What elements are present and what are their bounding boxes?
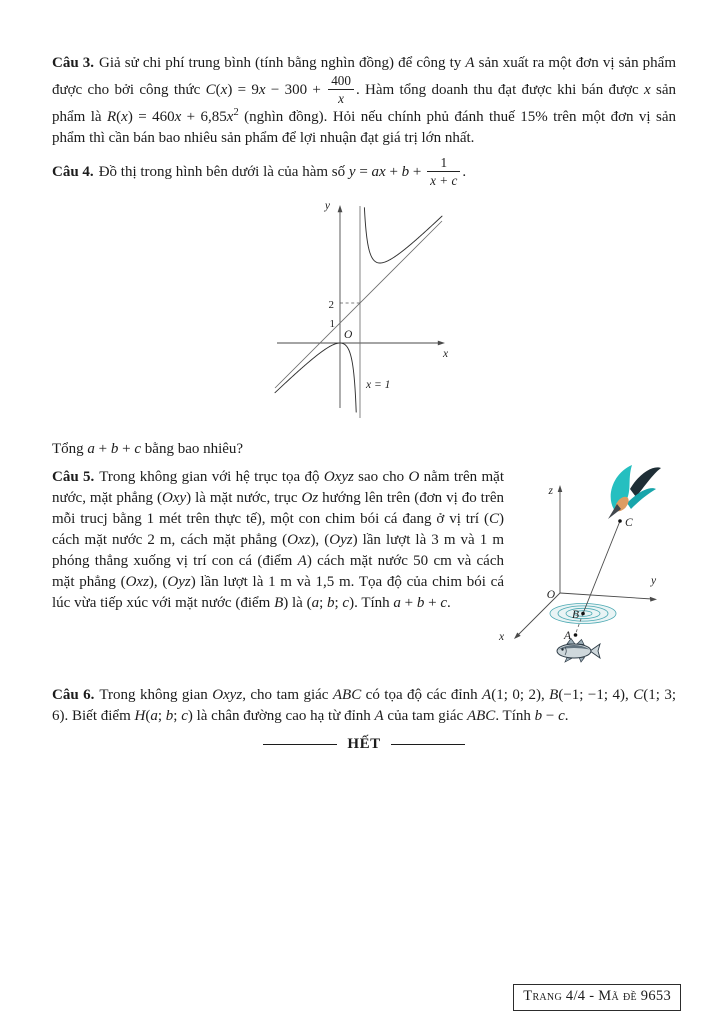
y-axis-label-3d: y [651, 575, 657, 588]
question-3-text: Giả sử chi phí trung bình (tính bằng nghìn đồng) để công ty A sản xuất ra một đơn vị sản phẩm được cho bởi công thức C(x) = 9x − 300 + $\frac{400}{x}$ . Hàm tổng doanh thu đạt được khi bán được x sản phẩm là $R(x) = 460x + 6,85x^2$ (nghìn đồng). Hỏi nếu chính phủ đánh thuế 15% trên một đơn vị sản phẩm thì cần bán bao nhiêu sản phẩm để lợi nhuận đạt giá trị lớn nhất. [52, 55, 677, 147]
dive-line [584, 521, 620, 612]
question-5-text: Trong không gian với hệ trục tọa độ Oxyz sao cho O nằm trên mặt nước, mặt phẳng (Oxy) là mặt nước, trục Oz hướng lên trên (đơn vị đo trên mỗi trucj bằng 1 mét trên thực tế), một con chim bói cá đang ở vị trí (C) cách mặt nước 2 m, cách mặt phẳng (Oxz), (Oyz) lần lượt là 3 m và 1 m phóng thẳng xuống vị trí con cá (điểm A) cách mặt nước 50 cm và cách mặt phẳng (Oxz), (Oyz) lần lượt là 1 m và 1,5 m. Tọa độ của chim bói cá lúc vừa tiếp xúc với mặt nước (điểm B) là (a; b; c). Tính a + b + c. [52, 469, 504, 612]
question-4-followup-text: Tổng a + b + c bằng bao nhiêu? [52, 441, 244, 458]
divider-rule-left [263, 744, 337, 745]
question-5 [52, 467, 504, 614]
y-tick-2: 2 [328, 299, 334, 312]
question-3-label: Câu 3. [52, 55, 95, 71]
z-axis-label: z [548, 485, 553, 498]
inline-fraction: $\frac{1}{x + c}$ [427, 155, 460, 188]
y-tick-1: 1 [329, 318, 335, 331]
point-b-label: B [571, 609, 579, 622]
x-axis-label-3d: x [499, 631, 505, 644]
question-4-text: Đồ thị trong hình bên dưới là của hàm số y = ax + b + $\frac{1}{x + c}$ . [98, 155, 467, 188]
kingfisher-icon [608, 465, 661, 519]
x-axis-label: x [442, 348, 448, 361]
divider-rule-right [391, 744, 465, 745]
end-marker: HẾT [347, 736, 381, 753]
question-4 [52, 156, 676, 189]
question-5-row [52, 467, 676, 675]
point-c-label: C [625, 517, 633, 530]
y-axis-label: y [324, 200, 330, 213]
origin-label-3d: O [546, 589, 555, 602]
end-divider [52, 734, 676, 755]
question-4-label: Câu 4. [52, 164, 94, 181]
point-a-label: A [563, 630, 571, 643]
function-graph-figure [267, 196, 462, 431]
fish-icon [557, 639, 600, 663]
page-footer-text: Trang 4/4 - Mã đề 9653 [523, 988, 671, 1004]
plot-curves [275, 205, 445, 418]
page-footer-box [513, 984, 681, 1011]
coordinate-diagram-svg [495, 463, 715, 668]
inline-fraction: $\frac{400}{x}$ [328, 73, 354, 106]
origin-label: O [343, 329, 352, 342]
question-3 [52, 53, 676, 149]
question-4-followup [52, 439, 676, 460]
question-6-label: Câu 6. [52, 687, 95, 704]
coordinate-diagram-figure [495, 463, 715, 675]
vertical-asymptote-label: x = 1 [365, 379, 390, 392]
question-5-label: Câu 5. [52, 469, 95, 486]
function-plot-svg [267, 196, 462, 424]
question-6 [52, 685, 676, 727]
question-6-text: Trong không gian Oxyz, cho tam giác ABC có tọa độ các đỉnh A(1; 0; 2), B(−1; −1; 4), C(1; 3; 6). Biết điểm H(a; b; c) là chân đường cao hạ từ đỉnh A của tam giác ABC. Tính b − c. [52, 687, 676, 725]
